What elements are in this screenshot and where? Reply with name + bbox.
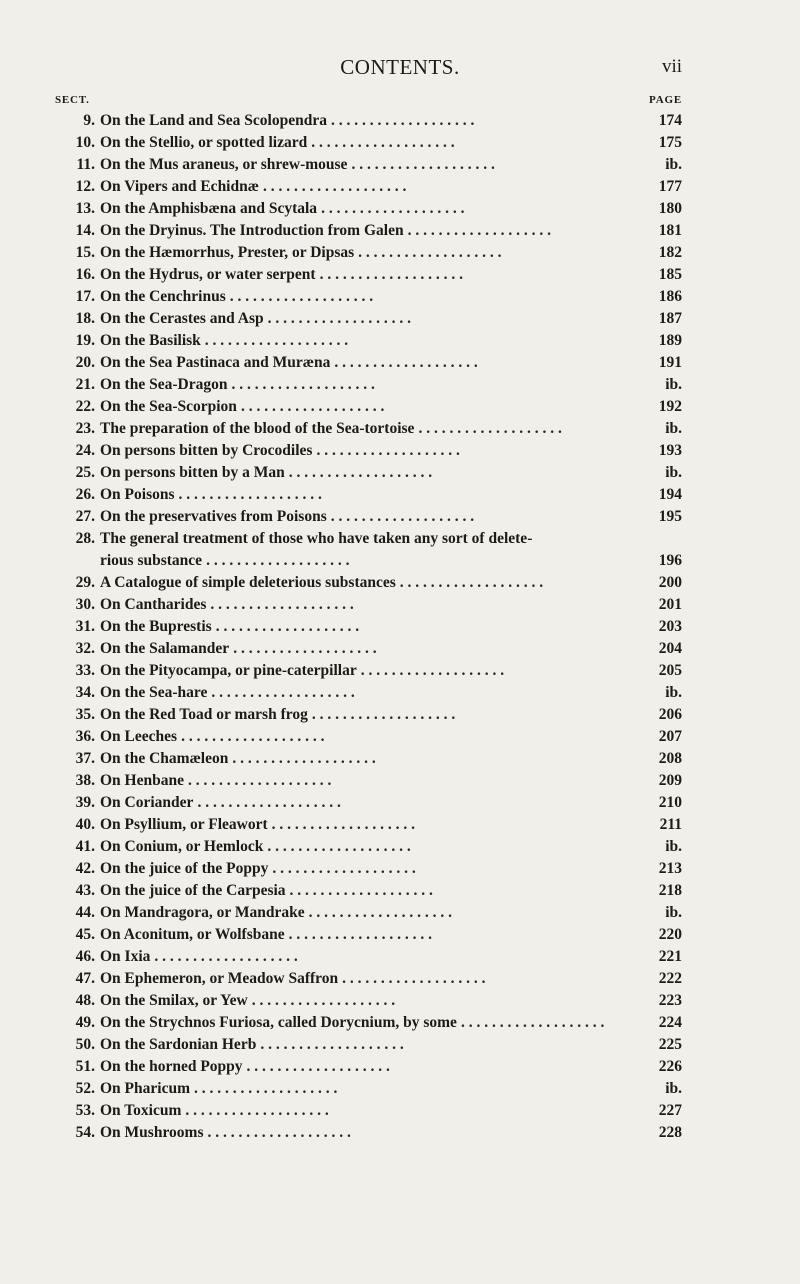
toc-entry-page: 196 bbox=[658, 552, 682, 569]
toc-entry-page: 220 bbox=[658, 926, 682, 943]
toc-entry bbox=[55, 110, 682, 132]
dot-leader: . . . . . . . . . . . . . . . . . . . bbox=[233, 640, 377, 657]
toc-entry-title: On the Hydrus, or water serpent bbox=[100, 266, 316, 283]
toc-entry-number: 33. bbox=[75, 662, 95, 679]
toc-entry-number: 17. bbox=[75, 288, 95, 305]
toc-entry-page: 208 bbox=[658, 750, 682, 767]
toc-entry-page: 226 bbox=[658, 1058, 682, 1075]
dot-leader: . . . . . . . . . . . . . . . . . . . bbox=[311, 134, 455, 151]
toc-entry-number: 48. bbox=[75, 992, 95, 1009]
toc-entry-page: 192 bbox=[658, 398, 682, 415]
toc-entry-title: On the Red Toad or marsh frog bbox=[100, 706, 308, 723]
dot-leader: . . . . . . . . . . . . . . . . . . . bbox=[330, 508, 475, 525]
toc-entry-page: 203 bbox=[658, 618, 682, 635]
dot-leader: . . . . . . . . . . . . . . . . . . . bbox=[316, 442, 460, 459]
toc-entry-title: On the Amphisbæna and Scytala bbox=[100, 200, 318, 217]
toc-entry-page: 185 bbox=[658, 266, 682, 283]
dot-leader: . . . . . . . . . . . . . . . . . . . bbox=[358, 244, 502, 261]
toc-entry-title: On Cantharides bbox=[100, 596, 207, 613]
toc-entry-title: On the Stellio, or spotted lizard bbox=[100, 134, 308, 151]
toc-entry-page: ib. bbox=[665, 838, 682, 855]
toc-entry-number: 42. bbox=[75, 860, 95, 877]
dot-leader: . . . . . . . . . . . . . . . . . . . bbox=[178, 486, 322, 503]
toc-entry-title: On Aconitum, or Wolfsbane bbox=[100, 926, 285, 943]
toc-entry-title: On the Land and Sea Scolopendra bbox=[100, 112, 327, 129]
dot-leader: . . . . . . . . . . . . . . . . . . . bbox=[267, 838, 411, 855]
dot-leader: . . . . . . . . . . . . . . . . . . . bbox=[407, 222, 551, 239]
toc-entry-page: 210 bbox=[658, 794, 682, 811]
column-header-page: PAGE bbox=[649, 94, 682, 106]
toc-entry-number: 14. bbox=[75, 222, 95, 239]
toc-entry bbox=[55, 220, 682, 242]
dot-leader: . . . . . . . . . . . . . . . . . . . bbox=[308, 904, 453, 921]
dot-leader: . . . . . . . . . . . . . . . . . . . bbox=[206, 552, 350, 569]
toc-entry-page: 207 bbox=[658, 728, 682, 745]
toc-entry-number: 9. bbox=[83, 112, 95, 129]
toc-entry bbox=[55, 704, 682, 726]
toc-entry-title: A Catalogue of simple deleterious substances bbox=[100, 574, 396, 591]
toc-entry bbox=[55, 264, 682, 286]
toc-entry-page: 174 bbox=[658, 112, 682, 129]
dot-leader: . . . . . . . . . . . . . . . . . . . bbox=[251, 992, 396, 1009]
toc-entry-number: 46. bbox=[75, 948, 95, 965]
toc-entry-title: On Pharicum bbox=[100, 1080, 190, 1097]
toc-entry-page: 201 bbox=[658, 596, 682, 613]
toc-entry-page: 193 bbox=[658, 442, 682, 459]
toc-entry bbox=[55, 814, 682, 836]
dot-leader: . . . . . . . . . . . . . . . . . . . bbox=[231, 376, 375, 393]
toc-entry-page: 224 bbox=[658, 1014, 682, 1031]
toc-entry-number: 25. bbox=[75, 464, 95, 481]
toc-entry-page: 222 bbox=[658, 970, 682, 987]
dot-leader: . . . . . . . . . . . . . . . . . . . bbox=[272, 860, 416, 877]
toc-entry-title: On the Smilax, or Yew bbox=[100, 992, 248, 1009]
toc-entry-number: 37. bbox=[75, 750, 95, 767]
toc-entry-number: 38. bbox=[75, 772, 95, 789]
toc-entry-page: 177 bbox=[658, 178, 682, 195]
toc-entry bbox=[55, 572, 682, 594]
dot-leader: . . . . . . . . . . . . . . . . . . . bbox=[418, 420, 562, 437]
toc-entry-page: 182 bbox=[658, 244, 682, 261]
toc-entry-number: 10. bbox=[75, 134, 95, 151]
toc-entry bbox=[55, 242, 682, 264]
toc-entry-title-continuation: rious substance bbox=[100, 552, 203, 569]
toc-entry-title: On persons bitten by a Man bbox=[100, 464, 285, 481]
dot-leader: . . . . . . . . . . . . . . . . . . . bbox=[187, 772, 332, 789]
dot-leader: . . . . . . . . . . . . . . . . . . . bbox=[194, 1080, 338, 1097]
toc-entry bbox=[55, 176, 682, 198]
dot-leader: . . . . . . . . . . . . . . . . . . . bbox=[311, 706, 456, 723]
toc-entry bbox=[55, 1056, 682, 1078]
toc-entry bbox=[55, 396, 682, 418]
toc-entry-number: 45. bbox=[75, 926, 95, 943]
toc-entry-page: 181 bbox=[658, 222, 682, 239]
toc-entry-number: 39. bbox=[75, 794, 95, 811]
toc-entry-continuation bbox=[55, 550, 682, 572]
toc-entry-title: On the Sea Pastinaca and Muræna bbox=[100, 354, 331, 371]
toc-entry-page: 209 bbox=[658, 772, 682, 789]
toc-entry-number: 13. bbox=[75, 200, 95, 217]
toc-entry bbox=[55, 484, 682, 506]
toc-entry-title: On the Hæmorrhus, Prester, or Dipsas bbox=[100, 244, 355, 261]
toc-entry-number: 21. bbox=[75, 376, 95, 393]
dot-leader: . . . . . . . . . . . . . . . . . . . bbox=[181, 728, 325, 745]
toc-entry-title: On Poisons bbox=[100, 486, 175, 503]
toc-entry-title: On the Cenchrinus bbox=[100, 288, 226, 305]
toc-entry-page: 225 bbox=[658, 1036, 682, 1053]
toc-entry-title: On Coriander bbox=[100, 794, 194, 811]
toc-entry-number: 51. bbox=[75, 1058, 95, 1075]
toc-entry bbox=[55, 858, 682, 880]
toc-entry bbox=[55, 638, 682, 660]
toc-entry-page: ib. bbox=[665, 156, 682, 173]
dot-leader: . . . . . . . . . . . . . . . . . . . bbox=[342, 970, 486, 987]
toc-entry bbox=[55, 1122, 682, 1144]
toc-entry-page: 175 bbox=[658, 134, 682, 151]
toc-entry bbox=[55, 132, 682, 154]
toc-entry-page: 211 bbox=[659, 816, 682, 833]
toc-entry-page: 227 bbox=[658, 1102, 682, 1119]
toc-entry bbox=[55, 286, 682, 308]
toc-entry-title: On persons bitten by Crocodiles bbox=[100, 442, 313, 459]
toc-entry-number: 12. bbox=[75, 178, 95, 195]
column-header-sect: SECT. bbox=[55, 94, 90, 106]
toc-entry-page: ib. bbox=[665, 904, 682, 921]
toc-entry-page: 218 bbox=[658, 882, 682, 899]
toc-entry-page: 191 bbox=[658, 354, 682, 371]
toc-entry-title: On the juice of the Poppy bbox=[100, 860, 269, 877]
dot-leader: . . . . . . . . . . . . . . . . . . . bbox=[215, 618, 360, 635]
toc-entry-title: On the Pityocampa, or pine-caterpillar bbox=[100, 662, 357, 679]
dot-leader: . . . . . . . . . . . . . . . . . . . bbox=[288, 464, 433, 481]
toc-entry-number: 27. bbox=[75, 508, 95, 525]
toc-entry bbox=[55, 990, 682, 1012]
toc-entry-title: On the juice of the Carpesia bbox=[100, 882, 286, 899]
toc-entry-title: On the Chamæleon bbox=[100, 750, 229, 767]
toc-entry bbox=[55, 374, 682, 396]
dot-leader: . . . . . . . . . . . . . . . . . . . bbox=[288, 926, 432, 943]
toc-entry-number: 41. bbox=[75, 838, 95, 855]
toc-entry-number: 16. bbox=[75, 266, 95, 283]
dot-leader: . . . . . . . . . . . . . . . . . . . bbox=[289, 882, 433, 899]
toc-entry-page: 213 bbox=[658, 860, 682, 877]
toc-entry-number: 36. bbox=[75, 728, 95, 745]
toc-entry-number: 43. bbox=[75, 882, 95, 899]
toc-entry-title: On the Buprestis bbox=[100, 618, 212, 635]
dot-leader: . . . . . . . . . . . . . . . . . . . bbox=[154, 948, 298, 965]
toc-entry-title: The preparation of the blood of the Sea-tortoise bbox=[100, 420, 415, 437]
toc-entry-title: On Conium, or Hemlock bbox=[100, 838, 264, 855]
dot-leader: . . . . . . . . . . . . . . . . . . . bbox=[271, 816, 415, 833]
toc-entry-number: 32. bbox=[75, 640, 95, 657]
toc-entry-number: 23. bbox=[75, 420, 95, 437]
dot-leader: . . . . . . . . . . . . . . . . . . . bbox=[334, 354, 478, 371]
dot-leader: . . . . . . . . . . . . . . . . . . . bbox=[207, 1124, 351, 1141]
dot-leader: . . . . . . . . . . . . . . . . . . . bbox=[185, 1102, 329, 1119]
toc-entry-page: 180 bbox=[658, 200, 682, 217]
toc-entry-page: 206 bbox=[658, 706, 682, 723]
toc-entry-page: ib. bbox=[665, 464, 682, 481]
toc-entry-number: 20. bbox=[75, 354, 95, 371]
dot-leader: . . . . . . . . . . . . . . . . . . . bbox=[204, 332, 349, 349]
toc-entry-title: On the Sea-Scorpion bbox=[100, 398, 237, 415]
toc-entry-title: On Psyllium, or Fleawort bbox=[100, 816, 268, 833]
toc-entry bbox=[55, 946, 682, 968]
toc-entry bbox=[55, 330, 682, 352]
dot-leader: . . . . . . . . . . . . . . . . . . . bbox=[319, 266, 463, 283]
toc-entry-page: ib. bbox=[665, 684, 682, 701]
toc-entry-page: 194 bbox=[658, 486, 682, 503]
toc-entry-number: 28. bbox=[75, 530, 95, 547]
toc-entry bbox=[55, 594, 682, 616]
toc-entry-number: 19. bbox=[75, 332, 95, 349]
dot-leader: . . . . . . . . . . . . . . . . . . . bbox=[351, 156, 495, 173]
toc-entry-title: On Mushrooms bbox=[100, 1124, 204, 1141]
dot-leader: . . . . . . . . . . . . . . . . . . . bbox=[262, 178, 407, 195]
toc-entry-title: On the Sardonian Herb bbox=[100, 1036, 257, 1053]
toc-entry-number: 53. bbox=[75, 1102, 95, 1119]
toc-entry bbox=[55, 198, 682, 220]
toc-entry bbox=[55, 1100, 682, 1122]
dot-leader: . . . . . . . . . . . . . . . . . . . bbox=[240, 398, 385, 415]
toc-entry-number: 24. bbox=[75, 442, 95, 459]
toc-entry bbox=[55, 418, 682, 440]
toc-entry-number: 31. bbox=[75, 618, 95, 635]
toc-entry-title: On the Cerastes and Asp bbox=[100, 310, 264, 327]
toc-entry bbox=[55, 308, 682, 330]
dot-leader: . . . . . . . . . . . . . . . . . . . bbox=[232, 750, 376, 767]
toc-entry bbox=[55, 682, 682, 704]
dot-leader: . . . . . . . . . . . . . . . . . . . bbox=[246, 1058, 390, 1075]
toc-entry-page: 200 bbox=[658, 574, 682, 591]
toc-entry bbox=[55, 748, 682, 770]
toc-entry bbox=[55, 440, 682, 462]
toc-entry-page: 228 bbox=[658, 1124, 682, 1141]
toc-entry bbox=[55, 770, 682, 792]
toc-entry-page: ib. bbox=[665, 420, 682, 437]
toc-entry-page: 187 bbox=[658, 310, 682, 327]
toc-entry-number: 47. bbox=[75, 970, 95, 987]
toc-entry-title: On the Salamander bbox=[100, 640, 230, 657]
toc-entry-number: 22. bbox=[75, 398, 95, 415]
toc-entry-number: 54. bbox=[75, 1124, 95, 1141]
toc-entry-title: On the Basilisk bbox=[100, 332, 201, 349]
toc-entry bbox=[55, 1078, 682, 1100]
toc-entry-number: 30. bbox=[75, 596, 95, 613]
dot-leader: . . . . . . . . . . . . . . . . . . . bbox=[197, 794, 341, 811]
toc-entry bbox=[55, 528, 682, 550]
toc-entry-title: On the Strychnos Furiosa, called Dorycnium, by some bbox=[100, 1014, 457, 1031]
toc-entry-number: 29. bbox=[75, 574, 95, 591]
toc-entry-page: 204 bbox=[658, 640, 682, 657]
toc-entry bbox=[55, 1012, 682, 1034]
toc-entry-page: 195 bbox=[658, 508, 682, 525]
page-title: CONTENTS. bbox=[340, 55, 460, 79]
toc-entry-title: On Vipers and Echidnæ bbox=[100, 178, 259, 195]
toc-entry-number: 18. bbox=[75, 310, 95, 327]
dot-leader: . . . . . . . . . . . . . . . . . . . bbox=[229, 288, 374, 305]
toc-entry-page: ib. bbox=[665, 1080, 682, 1097]
toc-entry-number: 35. bbox=[75, 706, 95, 723]
toc-entry-title: On the Sea-Dragon bbox=[100, 376, 228, 393]
toc-entry-number: 50. bbox=[75, 1036, 95, 1053]
toc-entry bbox=[55, 1034, 682, 1056]
toc-entry-page: 205 bbox=[658, 662, 682, 679]
toc-entry-number: 15. bbox=[75, 244, 95, 261]
toc-entry-number: 34. bbox=[75, 684, 95, 701]
dot-leader: . . . . . . . . . . . . . . . . . . . bbox=[321, 200, 465, 217]
toc-entry-page: 221 bbox=[658, 948, 682, 965]
toc-entry bbox=[55, 616, 682, 638]
toc-entry-page: 186 bbox=[658, 288, 682, 305]
toc-entry-title: On Mandragora, or Mandrake bbox=[100, 904, 305, 921]
toc-entry bbox=[55, 902, 682, 924]
toc-entry bbox=[55, 968, 682, 990]
toc-entry bbox=[55, 660, 682, 682]
toc-entry-number: 40. bbox=[75, 816, 95, 833]
toc-entry-number: 44. bbox=[75, 904, 95, 921]
dot-leader: . . . . . . . . . . . . . . . . . . . bbox=[330, 112, 475, 129]
toc-entry-number: 49. bbox=[75, 1014, 95, 1031]
toc-entry bbox=[55, 792, 682, 814]
toc-entry-title: On Ephemeron, or Meadow Saffron bbox=[100, 970, 339, 987]
toc-entry bbox=[55, 154, 682, 176]
page-number: vii bbox=[661, 56, 682, 77]
dot-leader: . . . . . . . . . . . . . . . . . . . bbox=[460, 1014, 605, 1031]
toc-entry-title: The general treatment of those who have taken any sort of delete- bbox=[100, 530, 533, 547]
toc-entry-title: On the Sea-hare bbox=[100, 684, 208, 701]
toc-entry-title: On the horned Poppy bbox=[100, 1058, 243, 1075]
toc-entry bbox=[55, 352, 682, 374]
toc-entry-title: On Ixia bbox=[100, 948, 151, 965]
toc-entry bbox=[55, 880, 682, 902]
dot-leader: . . . . . . . . . . . . . . . . . . . bbox=[267, 310, 412, 327]
toc-entry-title: On the Mus araneus, or shrew-mouse bbox=[100, 156, 348, 173]
toc-entry-title: On Henbane bbox=[100, 772, 184, 789]
dot-leader: . . . . . . . . . . . . . . . . . . . bbox=[360, 662, 505, 679]
toc-entry-page: 223 bbox=[658, 992, 682, 1009]
toc-entry-title: On Leeches bbox=[100, 728, 178, 745]
dot-leader: . . . . . . . . . . . . . . . . . . . bbox=[210, 596, 354, 613]
toc-entry bbox=[55, 924, 682, 946]
toc-entry-title: On the preservatives from Poisons bbox=[100, 508, 327, 525]
toc-entry bbox=[55, 462, 682, 484]
toc-entry-number: 11. bbox=[76, 156, 95, 173]
toc-entry-number: 26. bbox=[75, 486, 95, 503]
toc-entry-title: On the Dryinus. The Introduction from Galen bbox=[100, 222, 404, 239]
dot-leader: . . . . . . . . . . . . . . . . . . . bbox=[260, 1036, 404, 1053]
toc-entry-title: On Toxicum bbox=[100, 1102, 182, 1119]
table-of-contents bbox=[55, 110, 682, 1144]
toc-entry bbox=[55, 836, 682, 858]
toc-entry bbox=[55, 726, 682, 748]
toc-entry-number: 52. bbox=[75, 1080, 95, 1097]
toc-entry-page: 189 bbox=[658, 332, 682, 349]
dot-leader: . . . . . . . . . . . . . . . . . . . bbox=[211, 684, 355, 701]
dot-leader: . . . . . . . . . . . . . . . . . . . bbox=[399, 574, 544, 591]
toc-entry bbox=[55, 506, 682, 528]
toc-entry-page: ib. bbox=[665, 376, 682, 393]
